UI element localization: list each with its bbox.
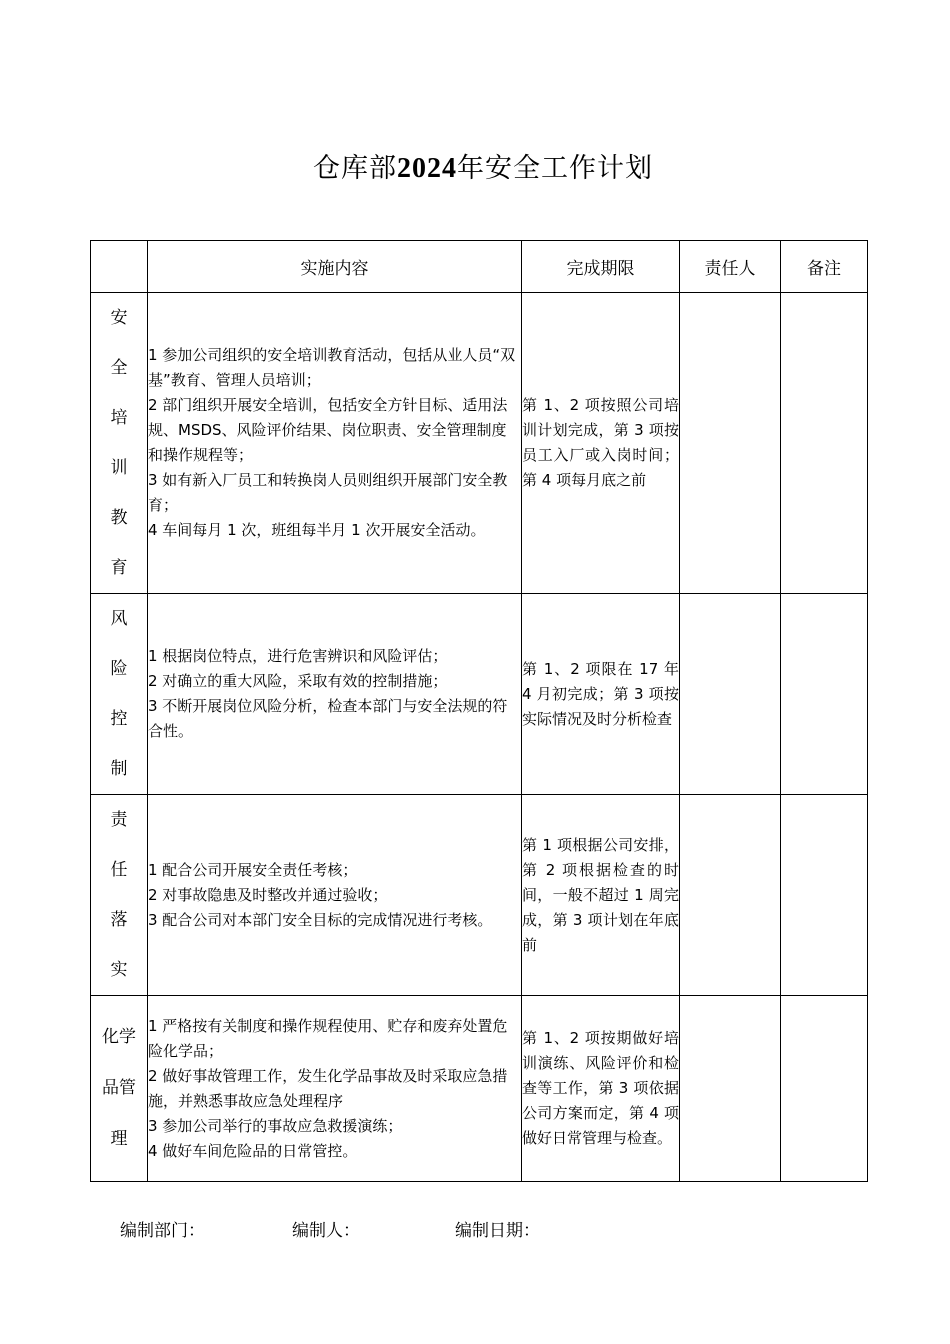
content-item: 2 做好事故管理工作，发生化学品事故及时采取应急措施，并熟悉事故应急处理程序 [148, 1066, 508, 1110]
deadline-cell: 第 1、2 项限在 17 年 4 月初完成；第 3 项按实际情况及时分析检查 [522, 594, 680, 795]
content-item: 3 参加公司举行的事故应急救援演练； [148, 1116, 403, 1135]
remark-cell [781, 996, 868, 1182]
person-cell [680, 795, 781, 996]
content-cell [148, 594, 522, 795]
deadline-cell: 第 1、2 项按期做好培训演练、风险评价和检查等工作，第 3 项依据公司方案而定，第 4 项做好日常管理与检查。 [522, 996, 680, 1182]
person-cell [680, 293, 781, 594]
header-person: 责任人 [680, 241, 781, 293]
content-item: 4 做好车间危险品的日常管控。 [148, 1141, 358, 1160]
person-cell [680, 996, 781, 1182]
title-prefix: 仓库部 [313, 153, 397, 184]
content-cell [148, 795, 522, 996]
category-label: 责任落实 [110, 810, 128, 980]
content-item: 2 对事故隐患及时整改并通过验收； [148, 885, 388, 904]
page-title [0, 146, 950, 185]
content-item: 4 车间每月 1 次，班组每半月 1 次开展安全活动。 [148, 521, 486, 539]
deadline-cell: 第 1、2 项按照公司培训计划完成，第 3 项按员工入厂或入岗时间；第 4 项每月底之前 [522, 293, 680, 594]
category-label: 化学品管理 [102, 1027, 136, 1149]
safety-plan-table [90, 240, 868, 1182]
person-cell [680, 594, 781, 795]
remark-cell [781, 594, 868, 795]
deadline-cell: 第 1 项根据公司安排，第 2 项根据检查的时间，一般不超过 1 周完成，第 3 项计划在年底前 [522, 795, 680, 996]
table-row [91, 293, 868, 594]
header-content: 实施内容 [148, 241, 522, 293]
content-item: 2 对确立的重大风险，采取有效的控制措施； [148, 672, 448, 690]
content-item: 1 配合公司开展安全责任考核； [148, 860, 358, 879]
table-header-row [91, 241, 868, 293]
category-cell [91, 996, 148, 1182]
content-item: 2 部门组织开展安全培训，包括安全方针目标、适用法规、MSDS、风险评价结果、岗位职责、安全管理制度和操作规程等； [148, 396, 508, 464]
title-suffix: 年安全工作计划 [457, 153, 653, 184]
header-category [91, 241, 148, 293]
content-item: 1 参加公司组织的安全培训教育活动，包括从业人员“双基”教育、管理人员培训； [148, 346, 516, 389]
title-year: 2024 [397, 153, 457, 184]
header-remark: 备注 [781, 241, 868, 293]
remark-cell [781, 795, 868, 996]
content-item: 1 根据岗位特点，进行危害辨识和风险评估； [148, 647, 448, 665]
content-cell [148, 996, 522, 1182]
remark-cell [781, 293, 868, 594]
content-item: 3 不断开展岗位风险分析，检查本部门与安全法规的符合性。 [148, 697, 508, 740]
content-cell [148, 293, 522, 594]
footer-date-label: 编制日期： [455, 1221, 540, 1241]
content-item: 3 如有新入厂员工和转换岗人员则组织开展部门安全教育； [148, 471, 508, 514]
content-item: 1 严格按有关制度和操作规程使用、贮存和废弃处置危险化学品； [148, 1016, 508, 1060]
category-label: 安全培训教育 [110, 308, 128, 578]
table-row [91, 594, 868, 795]
footer-dept-label: 编制部门： [120, 1221, 205, 1241]
content-item: 3 配合公司对本部门安全目标的完成情况进行考核。 [148, 910, 493, 929]
header-deadline: 完成期限 [522, 241, 680, 293]
footer-author-label: 编制人： [292, 1221, 360, 1241]
category-label: 风险控制 [110, 609, 128, 779]
category-cell [91, 293, 148, 594]
table-row [91, 996, 868, 1182]
table-row [91, 795, 868, 996]
category-cell [91, 795, 148, 996]
category-cell [91, 594, 148, 795]
